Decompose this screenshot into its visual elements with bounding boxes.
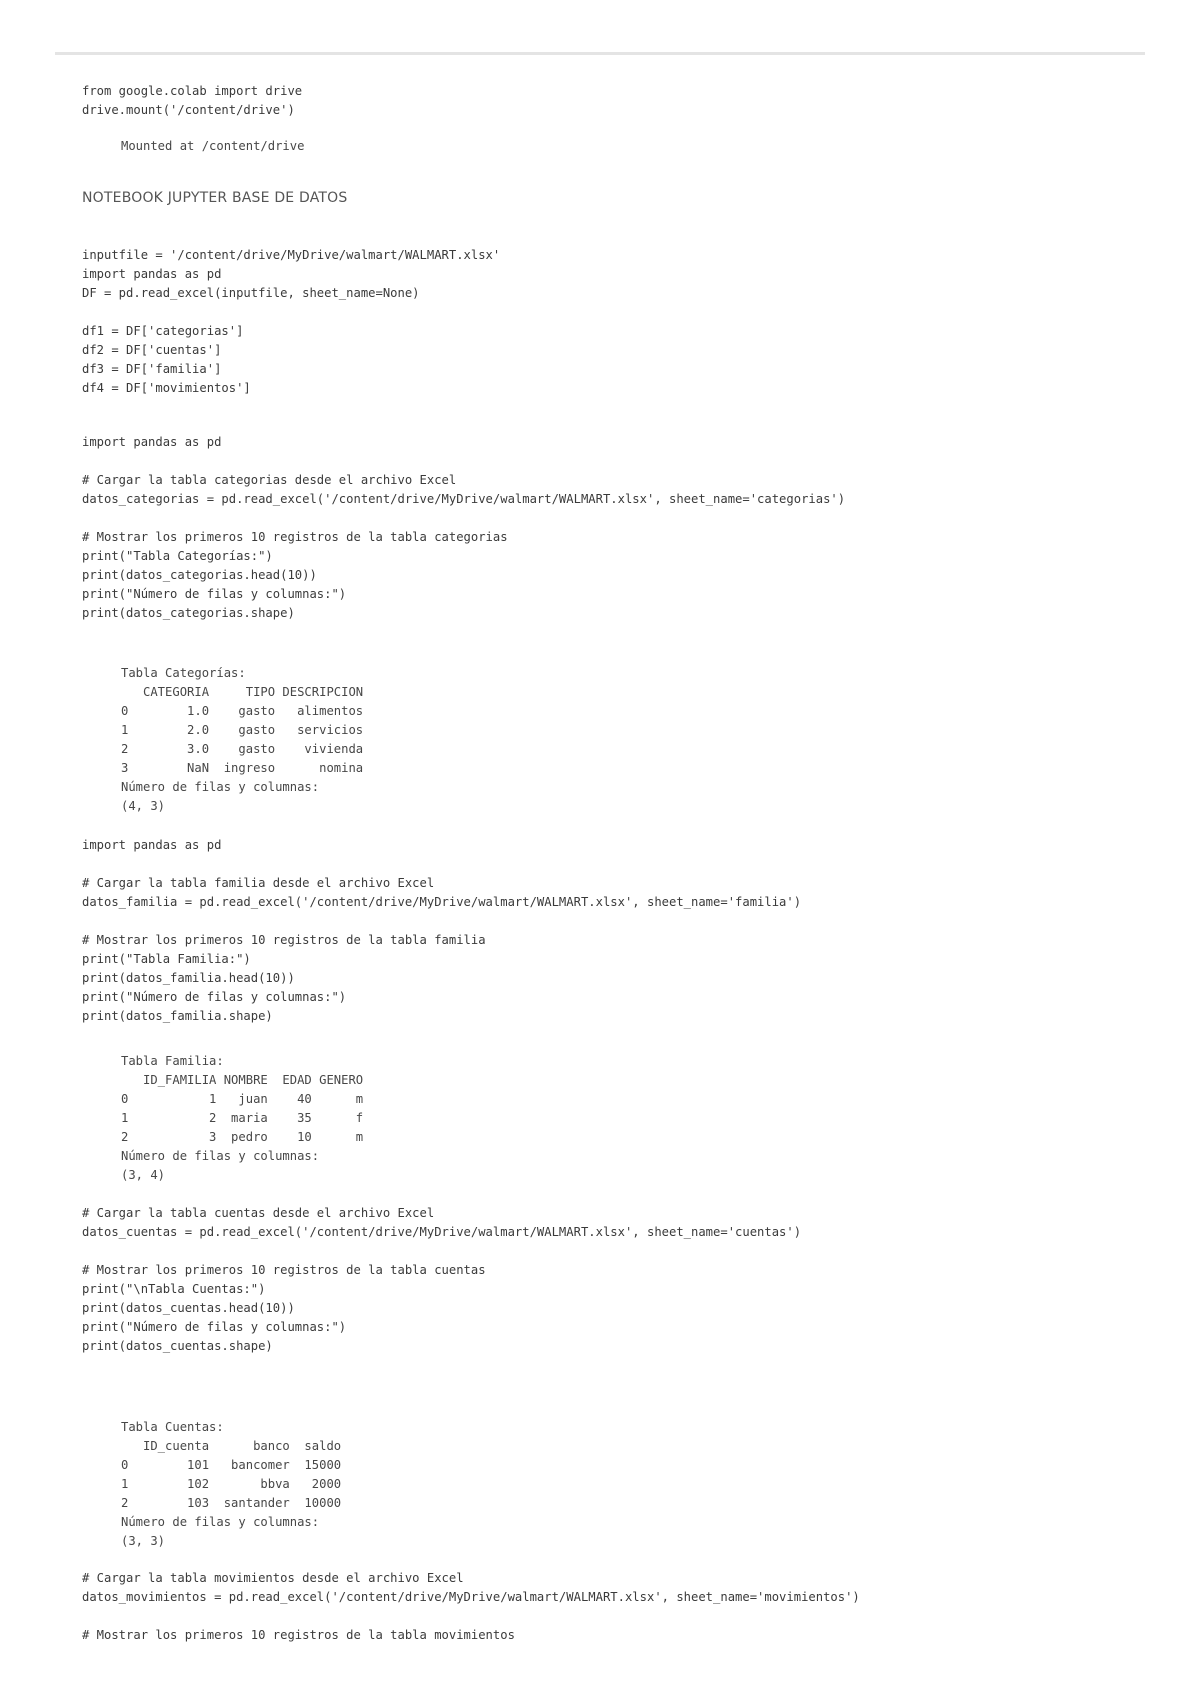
code-cell-mount[interactable]: from google.colab import drive drive.mount('/content/drive')	[82, 84, 303, 117]
markdown-heading: NOTEBOOK JUPYTER BASE DE DATOS	[82, 190, 348, 206]
page-top-divider	[55, 52, 1145, 55]
output-cell-categorias: Tabla Categorías: CATEGORIA TIPO DESCRIPCION 0 1.0 gasto alimentos 1 2.0 gasto servicios 2 3.0 gasto vivienda 3 NaN ingreso nomina Número de filas y columnas: (4, 3)	[121, 666, 364, 813]
code-cell-familia[interactable]: import pandas as pd # Cargar la tabla familia desde el archivo Excel datos_familia = pd.read_excel('/content/drive/MyDrive/walmart/WALMART.xlsx', sheet_name='familia') # Mostrar los primeros 10 registros de la tabla familia print("Tabla Familia:") print(datos_familia.head(10)) print("Número de filas y columnas:") print(datos_familia.shape)	[82, 838, 802, 1023]
output-cell-cuentas: Tabla Cuentas: ID_cuenta banco saldo 0 101 bancomer 15000 1 102 bbva 2000 2 103 santander 10000 Número de filas y columnas: (3, 3)	[121, 1420, 342, 1548]
code-cell-load-excel[interactable]: inputfile = '/content/drive/MyDrive/walmart/WALMART.xlsx' import pandas as pd DF = pd.read_excel(inputfile, sheet_name=None) df1 = DF['categorias'] df2 = DF['cuentas'] df3 = DF['familia'] df4 = DF['movimientos']	[82, 248, 501, 395]
code-cell-cuentas[interactable]: # Cargar la tabla cuentas desde el archivo Excel datos_cuentas = pd.read_excel('/content/drive/MyDrive/walmart/WALMART.xlsx', sheet_name='cuentas') # Mostrar los primeros 10 registros de la tabla cuentas print("\nTabla Cuentas:") print(datos_cuentas.head(10)) print("Número de filas y columnas:") print(datos_cuentas.shape)	[82, 1206, 802, 1353]
code-cell-categorias[interactable]: import pandas as pd # Cargar la tabla categorias desde el archivo Excel datos_categorias = pd.read_excel('/content/drive/MyDrive/walmart/WALMART.xlsx', sheet_name='categorias') # Mostrar los primeros 10 registros de la tabla categorias print("Tabla Categorías:") print(datos_categorias.head(10)) print("Número de filas y columnas:") print(datos_categorias.shape)	[82, 435, 846, 620]
output-cell-mount: Mounted at /content/drive	[121, 139, 305, 153]
output-cell-familia: Tabla Familia: ID_FAMILIA NOMBRE EDAD GENERO 0 1 juan 40 m 1 2 maria 35 f 2 3 pedro 10 m Número de filas y columnas: (3, 4)	[121, 1054, 364, 1182]
code-cell-movimientos[interactable]: # Cargar la tabla movimientos desde el archivo Excel datos_movimientos = pd.read_excel('/content/drive/MyDrive/walmart/WALMART.xlsx', sheet_name='movimientos') # Mostrar los primeros 10 registros de la tabla movimientos	[82, 1571, 860, 1642]
